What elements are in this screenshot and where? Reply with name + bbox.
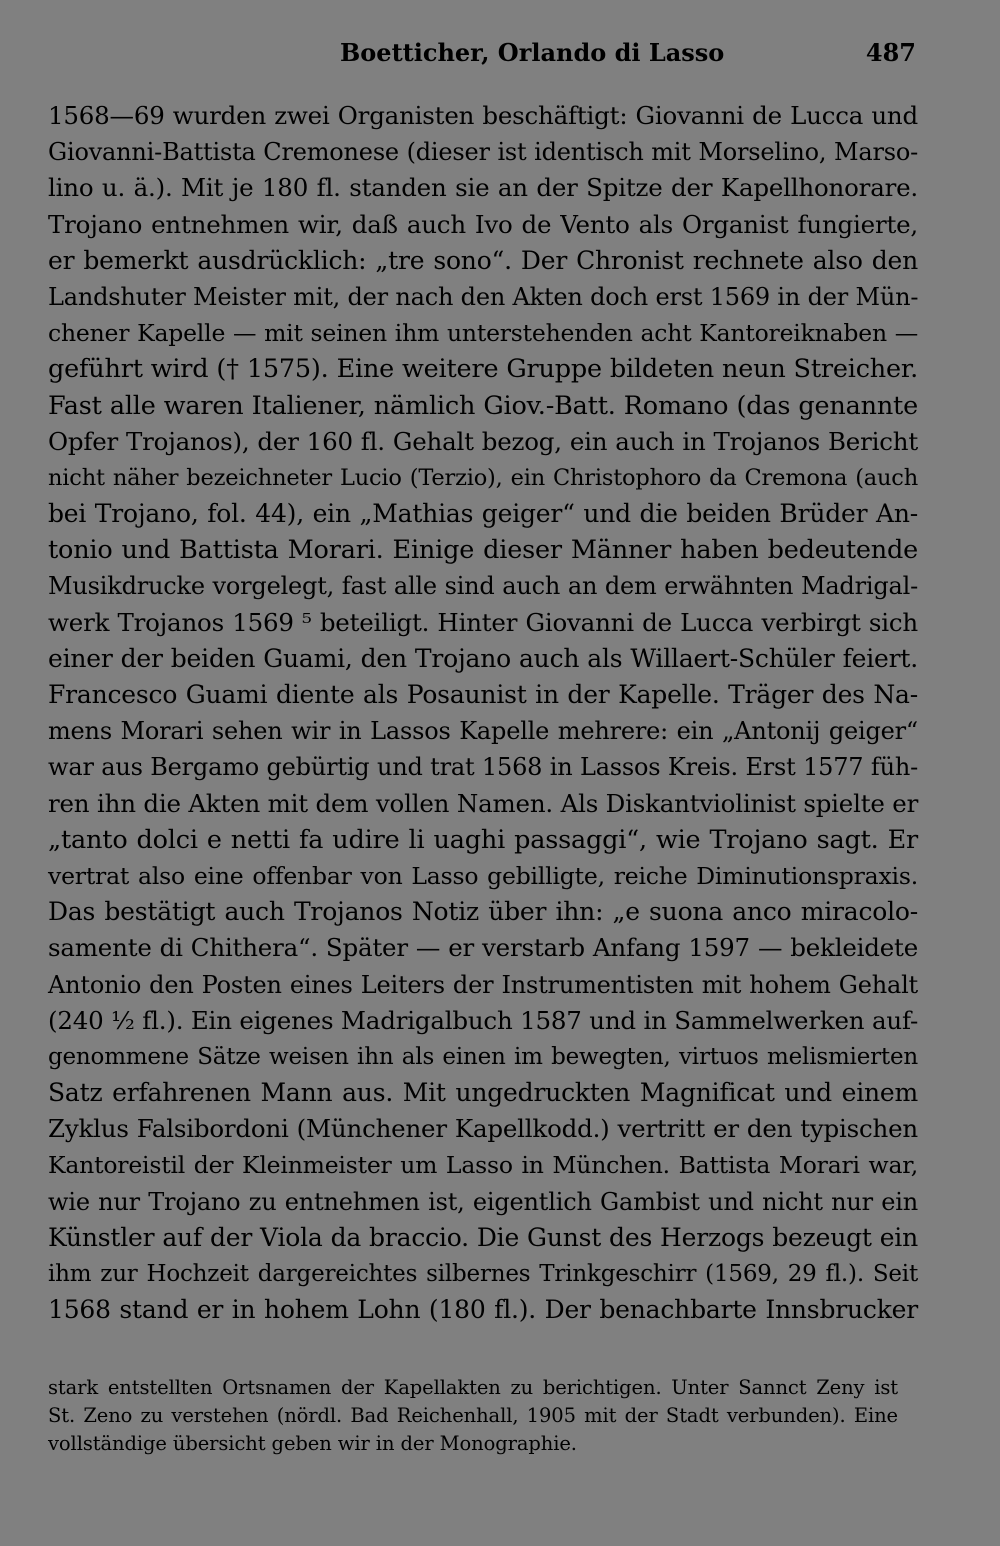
- text-line: 1568—69 wurden zwei Organisten beschäftigt: Giovanni de Lucca und: [48, 101, 918, 130]
- text-line: er bemerkt ausdrücklich: „tre sono“. Der Chronist rechnete also den: [48, 245, 918, 275]
- text-line: wie nur Trojano zu entnehmen ist, eigentlich Gambist und nicht nur ein: [48, 1187, 918, 1216]
- text-line: samente di Chithera“. Später — er verstarb Anfang 1597 — bekleidete: [48, 933, 918, 963]
- text-line: Kantoreistil der Kleinmeister um Lasso in München. Battista Morari war,: [48, 1151, 918, 1180]
- footnote-line: vollständige übersicht geben wir in der Monographie.: [48, 1432, 577, 1455]
- text-line: ren ihn die Akten mit dem vollen Namen. Als Diskantviolinist spielte er: [48, 788, 919, 818]
- text-line: Satz erfahrenen Mann aus. Mit ungedruckten Magnificat und einem: [48, 1078, 918, 1108]
- text-line: einer der beiden Guami, den Trojano auch als Willaert-Schüler feiert.: [48, 643, 918, 673]
- text-line: lino u. ä.). Mit je 180 fl. standen sie an der Spitze der Kapellhonorare.: [48, 173, 918, 203]
- text-line: tonio und Battista Morari. Einige dieser Männer haben bedeutende: [48, 535, 918, 566]
- main-text: [48, 98, 918, 1328]
- text-line: mens Morari sehen wir in Lassos Kapelle mehrere: ein „Antonij geiger“: [48, 717, 918, 746]
- footnote-block: [48, 1374, 898, 1458]
- text-line: geführt wird († 1575). Eine weitere Gruppe bildeten neun Streicher.: [48, 354, 918, 385]
- text-line: bei Trojano, fol. 44), ein „Mathias geiger“ und die beiden Brüder An-: [48, 499, 918, 529]
- text-line: war aus Bergamo gebürtig und trat 1568 in Lassos Kreis. Erst 1577 füh-: [48, 753, 918, 782]
- footnote-line: St. Zeno zu verstehen (nördl. Bad Reichenhall, 1905 mit der Stadt verbunden). Eine: [48, 1404, 898, 1427]
- text-line: Francesco Guami diente als Posaunist in der Kapelle. Träger des Na-: [48, 680, 918, 709]
- text-line: Musikdrucke vorgelegt, fast alle sind auch an dem erwähnten Madrigal-: [48, 572, 918, 601]
- text-line: Antonio den Posten eines Leiters der Instrumentisten mit hohem Gehalt: [48, 970, 918, 999]
- text-line: chener Kapelle — mit seinen ihm unterstehenden acht Kantoreiknaben —: [48, 319, 918, 348]
- text-line: „tanto dolci e netti fa udire li uaghi passaggi“, wie Trojano sagt. Er: [48, 824, 918, 855]
- text-line: ihm zur Hochzeit dargereichtes silbernes Trinkgeschirr (1569, 29 fl.). Seit: [48, 1261, 918, 1287]
- text-line: Fast alle waren Italiener, nämlich Giov.-Batt. Romano (das genannte: [48, 390, 918, 421]
- text-line: Giovanni-Battista Cremonese (dieser ist identisch mit Morselino, Marso-: [48, 138, 918, 167]
- text-line: Das bestätigt auch Trojanos Notiz über ihn: „e suona anco miracolo-: [48, 897, 918, 927]
- running-title: Boetticher, Orlando di Lasso: [340, 38, 725, 67]
- page-number: 487: [865, 38, 916, 67]
- text-line: Trojano entnehmen wir, daß auch Ivo de Vento als Organist fungierte,: [48, 209, 918, 239]
- text-line: Opfer Trojanos), der 160 fl. Gehalt bezog, ein auch in Trojanos Bericht: [48, 426, 918, 456]
- footnote-line: stark entstellten Ortsnamen der Kapellakten zu berichtigen. Unter Sannct Zeny ist: [48, 1376, 898, 1399]
- text-line: (240 ½ fl.). Ein eigenes Madrigalbuch 1587 und in Sammelwerken auf-: [48, 1005, 919, 1035]
- text-line: vertrat also eine offenbar von Lasso gebilligte, reiche Diminutionspraxis.: [48, 861, 918, 890]
- text-line: werk Trojanos 1569 ⁵ beteiligt. Hinter Giovanni de Lucca verbirgt sich: [48, 607, 918, 637]
- text-line: Künstler auf der Viola da braccio. Die Gunst des Herzogs bezeugt ein: [48, 1222, 918, 1252]
- text-line: Landshuter Meister mit, der nach den Akten doch erst 1569 in der Mün-: [48, 282, 919, 311]
- text-line: nicht näher bezeichneter Lucio (Terzio), ein Christophoro da Cremona (auch: [48, 464, 918, 491]
- text-line: Zyklus Falsibordoni (Münchener Kapellkodd.) vertritt er den typischen: [48, 1114, 918, 1144]
- text-line: genommene Sätze weisen ihn als einen im bewegten, virtuos melismierten: [48, 1043, 918, 1070]
- text-line: 1568 stand er in hohem Lohn (180 fl.). Der benachbarte Innsbrucker: [48, 1295, 918, 1325]
